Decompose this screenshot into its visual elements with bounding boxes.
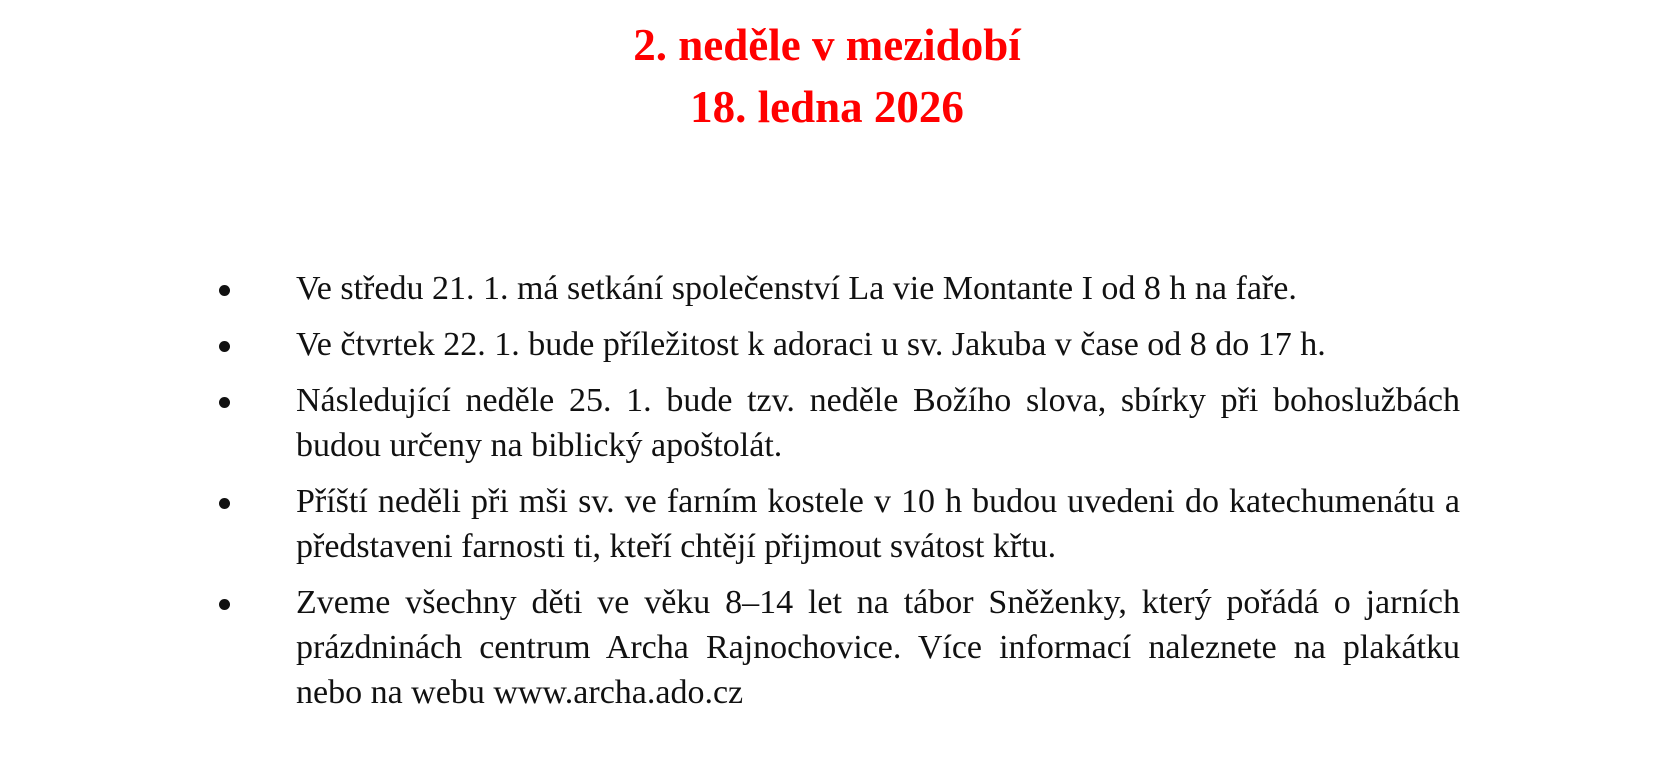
announcement-text: Příští neděli při mši sv. ve farním kostele v 10 h budou uvedeni do katechumenátu a představeni farnosti ti, kteří chtějí přijmout svátost křtu. (296, 483, 1460, 565)
page-date: 18. ledna 2026 (690, 82, 964, 132)
bullet-icon (219, 599, 230, 610)
announcement-item (214, 266, 1460, 311)
announcement-item (214, 479, 1460, 569)
page-title: 2. neděle v mezidobí (633, 20, 1021, 70)
bullet-icon (219, 341, 230, 352)
bullet-icon (219, 397, 230, 408)
announcement-text: Zveme všechny děti ve věku 8–14 let na tábor Sněženky, který pořádá o jarních prázdninách centrum Archa Rajnochovice. Více informací naleznete na plakátku nebo na webu www.archa.ado.cz (296, 584, 1460, 711)
announcement-item (214, 580, 1460, 715)
page-header (0, 14, 1654, 138)
announcement-item (214, 378, 1460, 468)
bullet-icon (219, 285, 230, 296)
announcement-text: Ve čtvrtek 22. 1. bude příležitost k adoraci u sv. Jakuba v čase od 8 do 17 h. (296, 326, 1326, 363)
announcement-text: Následující neděle 25. 1. bude tzv. neděle Božího slova, sbírky při bohoslužbách budou určeny na biblický apoštolát. (296, 382, 1460, 464)
announcement-item (214, 322, 1460, 367)
announcements-list (214, 266, 1460, 726)
announcement-text: Ve středu 21. 1. má setkání společenství La vie Montante I od 8 h na faře. (296, 270, 1297, 307)
bullet-icon (219, 498, 230, 509)
